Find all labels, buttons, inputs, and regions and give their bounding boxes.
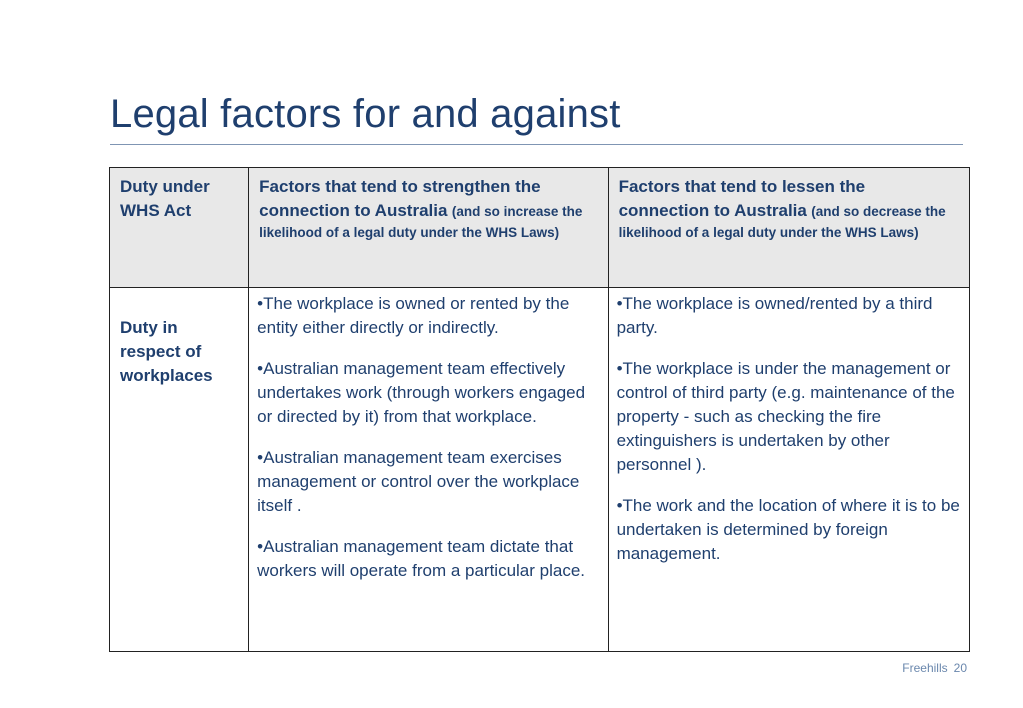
list-item-text: The workplace is owned/rented by a third party. — [616, 294, 933, 337]
list-item — [617, 357, 961, 477]
duty-label: Duty in respect of workplaces — [120, 318, 213, 385]
list-item-text: Australian management team effectively undertakes work (through workers engaged or directed by it) from that workplace. — [257, 359, 586, 426]
list-item-text: The workplace is under the management or control of third party (e.g. maintenance of the property - such as checking the fire extinguishers is undertaken by other personnel ). — [616, 359, 955, 474]
list-item — [257, 292, 599, 340]
duty-cell — [110, 288, 249, 652]
header-duty-label: Duty under WHS Act — [120, 177, 210, 220]
strengthen-cell — [249, 288, 608, 652]
header-strengthen-note: (and so increase the likelihood of a legal duty under the WHS Laws) — [259, 204, 583, 240]
bullet-icon: • — [257, 537, 264, 556]
list-item-text: The work and the location of where it is to be undertaken is determined by foreign management. — [616, 496, 960, 563]
header-cell-lessen — [608, 168, 969, 288]
list-item — [257, 446, 599, 518]
list-item — [617, 292, 961, 340]
header-cell-strengthen — [249, 168, 608, 288]
footer-brand: Freehills — [902, 661, 948, 675]
list-item-text: The workplace is owned or rented by the entity either directly or indirectly. — [257, 294, 570, 337]
header-lessen-note: (and so decrease the likelihood of a legal duty under the WHS Laws) — [618, 204, 946, 240]
bullet-icon: • — [616, 496, 623, 515]
title-underline — [110, 144, 963, 145]
bullet-icon: • — [257, 448, 264, 467]
list-item — [257, 535, 599, 583]
bullet-icon: • — [616, 294, 623, 313]
page-number: 20 — [953, 661, 967, 675]
list-item-text: Australian management team exercises management or control over the workplace itself . — [257, 448, 580, 515]
bullet-icon: • — [257, 359, 264, 378]
bullet-icon: • — [257, 294, 264, 313]
header-lessen-label: Factors that tend to lessen the connection to Australia — [618, 177, 866, 220]
slide-footer — [902, 661, 967, 675]
factors-table — [109, 167, 970, 652]
lessen-cell — [608, 288, 969, 652]
slide-title: Legal factors for and against — [110, 92, 621, 136]
table-header-row — [110, 168, 970, 288]
header-cell-duty — [110, 168, 249, 288]
lessen-factors-list — [609, 288, 969, 566]
list-item-text: Australian management team dictate that workers will operate from a particular place. — [257, 537, 586, 580]
bullet-icon: • — [616, 359, 623, 378]
strengthen-factors-list — [249, 288, 607, 583]
header-strengthen-label: Factors that tend to strengthen the connection to Australia — [259, 177, 541, 220]
list-item — [617, 494, 961, 566]
list-item — [257, 357, 599, 429]
table-row — [110, 288, 970, 652]
